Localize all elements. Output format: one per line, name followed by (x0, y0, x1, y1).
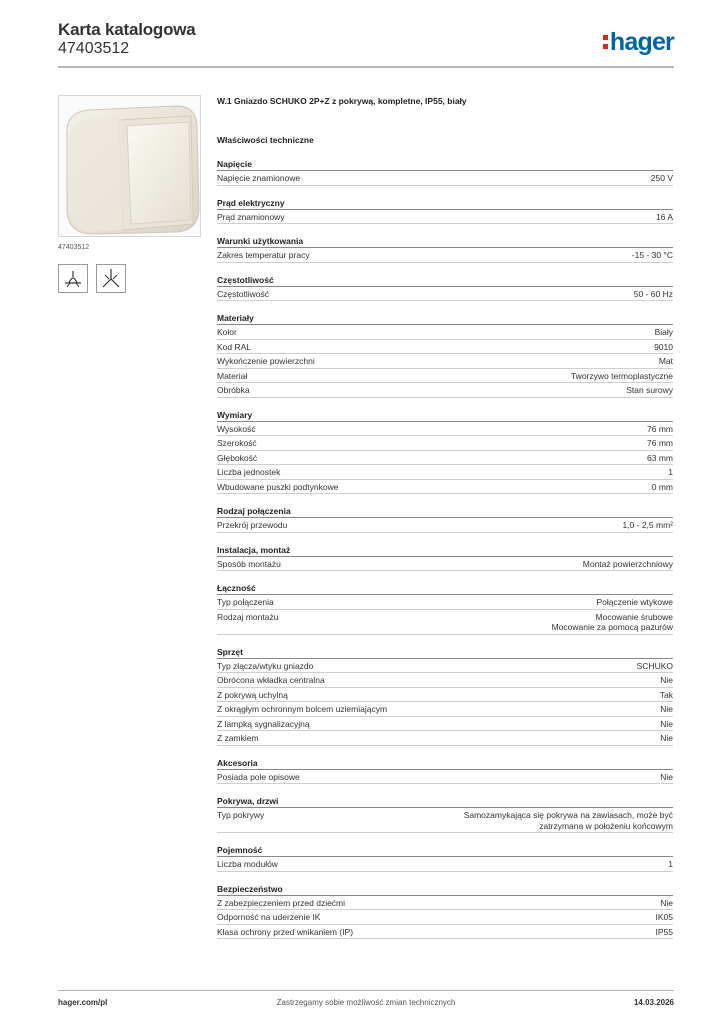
spec-label: Materiał (217, 370, 248, 381)
logo-dots-icon (603, 35, 608, 49)
spec-row (217, 673, 673, 688)
spec-value: Tworzywo termoplastyczne (570, 370, 673, 381)
spec-label: Liczba modułów (217, 859, 278, 869)
spec-row (217, 857, 673, 872)
section-title: Instalacja, montaż (217, 543, 673, 557)
spec-row (217, 717, 673, 732)
spec-section (217, 504, 673, 533)
spec-row (217, 210, 673, 225)
spec-row (217, 770, 673, 785)
section-title: Akcesoria (217, 756, 673, 770)
spec-section (217, 645, 673, 746)
claw-mount-symbol-icon (96, 264, 126, 293)
product-description: W.1 Gniazdo SCHUKO 2P+Z z pokrywą, kompletne, IP55, biały (217, 96, 467, 106)
spec-label: Z lampką sygnalizacyjną (217, 718, 310, 729)
spec-row (217, 518, 673, 533)
spec-section (217, 157, 673, 186)
section-title: Prąd elektryczny (217, 196, 673, 210)
spec-row (217, 422, 673, 437)
spec-label: Zakres temperatur pracy (217, 250, 310, 260)
section-title: Bezpieczeństwo (217, 882, 673, 896)
spec-section (217, 756, 673, 785)
spec-value: -15 - 30 °C (631, 250, 673, 260)
spec-value: Stan surowy (626, 385, 673, 395)
spec-row (217, 610, 673, 635)
spec-label: Prąd znamionowy (217, 211, 285, 222)
section-title: Materiały (217, 311, 673, 325)
spec-row (217, 688, 673, 703)
spec-section (217, 311, 673, 398)
spec-row (217, 702, 673, 717)
spec-label: Kod RAL (217, 341, 252, 352)
socket-illustration (59, 96, 201, 237)
hager-logo[interactable] (603, 28, 674, 57)
spec-value: 9010 (654, 341, 673, 352)
spec-row (217, 248, 673, 263)
spec-row (217, 325, 673, 340)
spec-value: Nie (660, 718, 673, 729)
spec-label: Napięcie znamionowe (217, 173, 301, 183)
spec-value: Nie (660, 897, 673, 908)
spec-value: Nie (660, 733, 673, 743)
spec-row (217, 808, 673, 833)
spec-row (217, 465, 673, 480)
spec-value: 76 mm (647, 423, 673, 434)
spec-label: Przekrój przewodu (217, 520, 288, 530)
spec-label: Liczba jednostek (217, 467, 281, 477)
spec-value: IP55 (655, 926, 673, 937)
spec-value: 250 V (650, 173, 673, 183)
section-title: Rodzaj połączenia (217, 504, 673, 518)
spec-label: Szerokość (217, 438, 257, 448)
section-title: Łączność (217, 581, 673, 595)
spec-row (217, 354, 673, 369)
spec-label: Głębokość (217, 452, 258, 463)
spec-row (217, 595, 673, 610)
spec-value: Nie (660, 675, 673, 685)
spec-label: Z zamkiem (217, 733, 259, 743)
surface-mount-symbol-icon (58, 264, 88, 293)
spec-row (217, 896, 673, 911)
page-header (58, 20, 674, 70)
spec-value: Mat (658, 356, 673, 366)
spec-row (217, 340, 673, 355)
spec-row (217, 557, 673, 572)
specification-panel (217, 96, 673, 939)
spec-section (217, 196, 673, 225)
spec-value: IK05 (655, 912, 673, 922)
spec-row (217, 659, 673, 674)
spec-section (217, 581, 673, 635)
product-image (58, 95, 201, 237)
spec-label: Typ pokrywy (217, 810, 265, 820)
spec-value: Nie (660, 704, 673, 714)
document-number: 47403512 (58, 40, 130, 57)
spec-value: 1 (668, 859, 673, 869)
document-title: Karta katalogowa (58, 20, 196, 39)
spec-value: Tak (659, 689, 673, 700)
section-title: Wymiary (217, 408, 673, 422)
product-caption: 47403512 (58, 244, 90, 251)
spec-value: SCHUKO (636, 660, 673, 671)
spec-label: Częstotliwość (217, 288, 269, 299)
spec-label: Z pokrywą uchylną (217, 689, 288, 700)
spec-label: Odporność na uderzenie IK (217, 912, 321, 922)
technical-properties-heading: Właściwości techniczne (217, 135, 314, 145)
spec-label: Typ złącza/wtyku gniazdo (217, 660, 314, 671)
spec-row (217, 171, 673, 186)
spec-value: 1 (668, 467, 673, 477)
spec-row (217, 910, 673, 925)
spec-label: Z zabezpieczeniem przed dziećmi (217, 897, 346, 908)
spec-value: 1,0 - 2,5 mm² (622, 520, 673, 530)
spec-section (217, 882, 673, 940)
section-title: Warunki użytkowania (217, 234, 673, 248)
spec-label: Wykończenie powierzchni (217, 356, 315, 366)
spec-label: Wbudowane puszki podtynkowe (217, 481, 339, 492)
spec-label: Obrócona wkładka centralna (217, 675, 325, 685)
spec-label: Rodzaj montażu (217, 611, 279, 622)
spec-section (217, 843, 673, 872)
spec-row (217, 436, 673, 451)
spec-label: Klasa ochrony przed wnikaniem (IP) (217, 926, 354, 937)
spec-value: Biały (654, 327, 673, 337)
spec-row (217, 287, 673, 302)
logo-text: hager (609, 28, 674, 56)
spec-section (217, 408, 673, 495)
spec-row (217, 451, 673, 466)
spec-value: 63 mm (647, 452, 673, 463)
mounting-symbols (58, 264, 126, 293)
spec-row (217, 731, 673, 746)
spec-value: 76 mm (647, 438, 673, 448)
footer-date: 14.03.2026 (633, 998, 674, 1007)
spec-value: Połączenie wtykowe (596, 597, 673, 607)
section-title: Sprzęt (217, 645, 673, 659)
spec-section (217, 273, 673, 302)
spec-row (217, 925, 673, 940)
spec-label: Typ połączenia (217, 597, 274, 607)
spec-value: 50 - 60 Hz (633, 288, 673, 299)
spec-section (217, 543, 673, 572)
spec-section (217, 794, 673, 833)
spec-label: Posiada pole opisowe (217, 771, 300, 782)
section-title: Pokrywa, drzwi (217, 794, 673, 808)
spec-label: Obróbka (217, 385, 250, 395)
spec-row (217, 383, 673, 398)
spec-value: Montaż powierzchniowy (582, 558, 673, 569)
spec-label: Z okrągłym ochronnym bolcem uziemiającym (217, 704, 388, 714)
spec-value: Nie (660, 771, 673, 782)
spec-label: Wysokość (217, 423, 256, 434)
spec-row (217, 369, 673, 384)
spec-section (217, 234, 673, 263)
section-title: Pojemność (217, 843, 673, 857)
footer-divider (58, 990, 674, 991)
spec-value: 0 mm (651, 481, 673, 492)
spec-value: Mocowanie śrubowe Mocowanie za pomocą pazurów (551, 611, 673, 632)
spec-value: 16 A (655, 211, 673, 222)
footer-disclaimer: Zastrzegamy sobie możliwość zmian technicznych (276, 998, 456, 1007)
spec-label: Kolor (217, 327, 237, 337)
section-title: Częstotliwość (217, 273, 673, 287)
spec-row (217, 480, 673, 495)
section-title: Napięcie (217, 157, 673, 171)
header-divider (58, 66, 674, 68)
spec-label: Sposób montażu (217, 558, 281, 569)
spec-sections (217, 157, 673, 939)
footer-website-link[interactable]: hager.com/pl (58, 998, 108, 1007)
spec-value: Samozamykająca się pokrywa na zawiasach, może być zatrzymana w położeniu końcowym (463, 810, 673, 831)
